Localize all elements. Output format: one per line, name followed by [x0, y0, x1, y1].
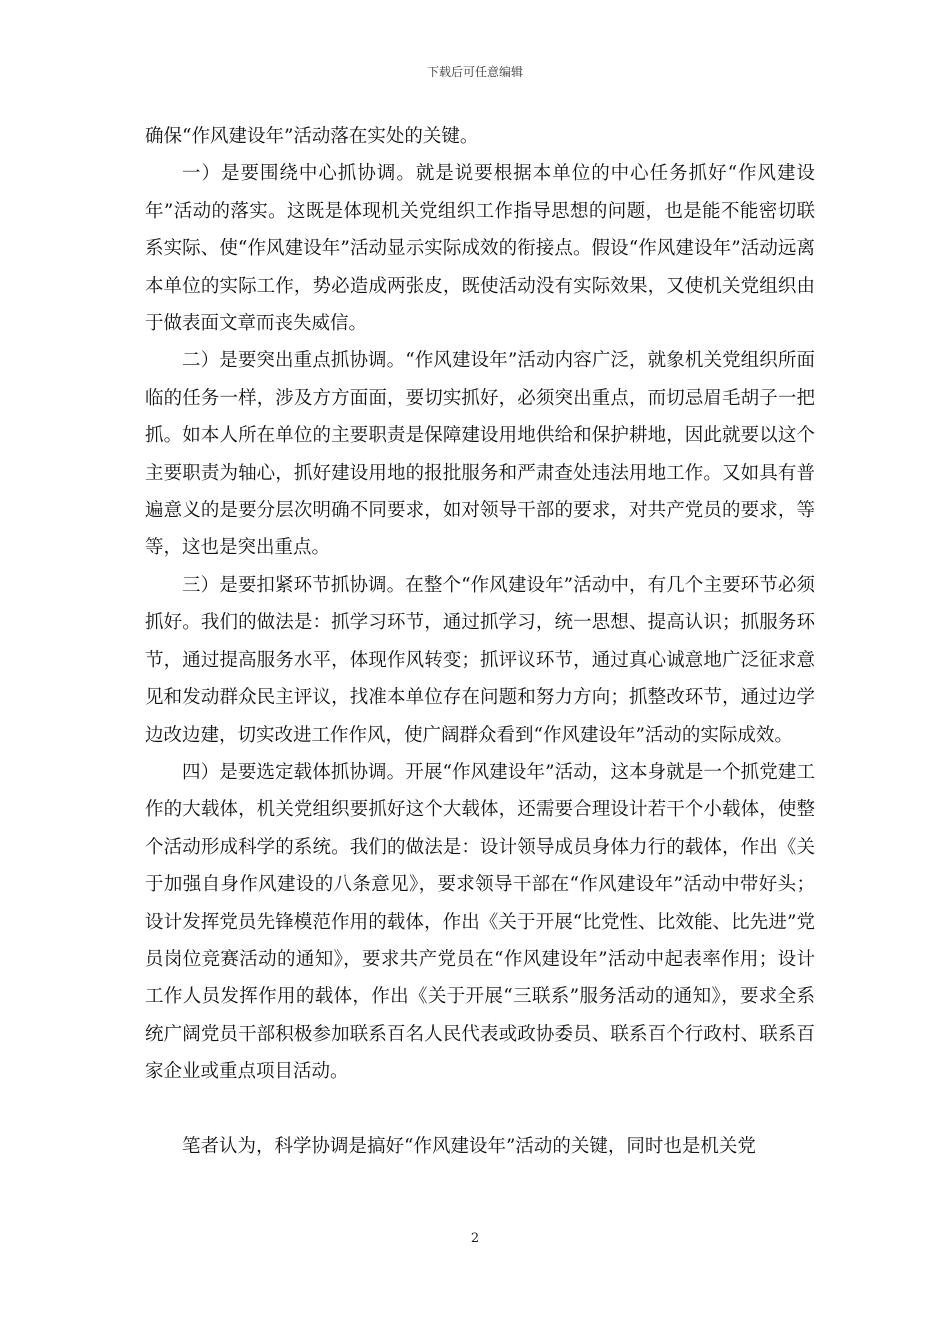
document-body	[145, 118, 815, 1165]
page-header: 下载后可任意编辑	[426, 65, 523, 79]
paragraph-conclusion: 笔者认为，科学协调是搞好“作风建设年”活动的关键，同时也是机关党	[182, 1135, 756, 1157]
paragraph-point-three: 三）是要扣紧环节抓协调。在整个“作风建设年”活动中，有几个主要环节必须抓好。我们的做法是：抓学习环节，通过抓学习，统一思想、提高认识；抓服务环节，通过提高服务水平，体现作风转变；抓评议环节，通过真心诚意地广泛征求意见和发动群众民主评议，找准本单位存在问题和努力方向；抓整改环节，通过边学边改边建，切实改进工作作风，使广阔群众看到“作风建设年”活动的实际成效。	[145, 574, 815, 746]
paragraph-point-one: 一）是要围绕中心抓协调。就是说要根据本单位的中心任务抓好“作风建设年”活动的落实。这既是体现机关党组织工作指导思想的问题，也是能不能密切联系实际、使“作风建设年”活动显示实际成效的衔接点。假设“作风建设年”活动远离本单位的实际工作，势必造成两张皮，既使活动没有实际效果，又使机关党组织由于做表面文章而丧失威信。	[145, 163, 815, 335]
page-number: 2	[470, 1231, 480, 1246]
paragraph-continuation: 确保“作风建设年”活动落在实处的关键。	[145, 126, 479, 147]
paragraph-point-four: 四）是要选定载体抓协调。开展“作风建设年”活动，这本身就是一个抓党建工作的大载体，机关党组织要抓好这个大载体，还需要合理设计若干个小载体，使整个活动形成科学的系统。我们的做法是：设计领导成员身体力行的载体，作出《关于加强自身作风建设的八条意见》，要求领导干部在“作风建设年”活动中带好头；设计发挥党员先锋模范作用的载体，作出《关于开展“比党性、比效能、比先进”党员岗位竞赛活动的通知》，要求共产党员在“作风建设年”活动中起表率作用；设计工作人员发挥作用的载体，作出《关于开展“三联系”服务活动的通知》，要求全系统广阔党员干部积极参加联系百名人民代表或政协委员、联系百个行政村、联系百家企业或重点项目活动。	[145, 761, 815, 1083]
paragraph-point-two: 二）是要突出重点抓协调。“作风建设年”活动内容广泛，就象机关党组织所面临的任务一样，涉及方方面面，要切实抓好，必须突出重点，而切忌眉毛胡子一把抓。如本人所在单位的主要职责是保障建设用地供给和保护耕地，因此就要以这个主要职责为轴心，抓好建设用地的报批服务和严肃查处违法用地工作。又如具有普遍意义的是要分层次明确不同要求，如对领导干部的要求，对共产党员的要求，等等，这也是突出重点。	[145, 350, 815, 559]
